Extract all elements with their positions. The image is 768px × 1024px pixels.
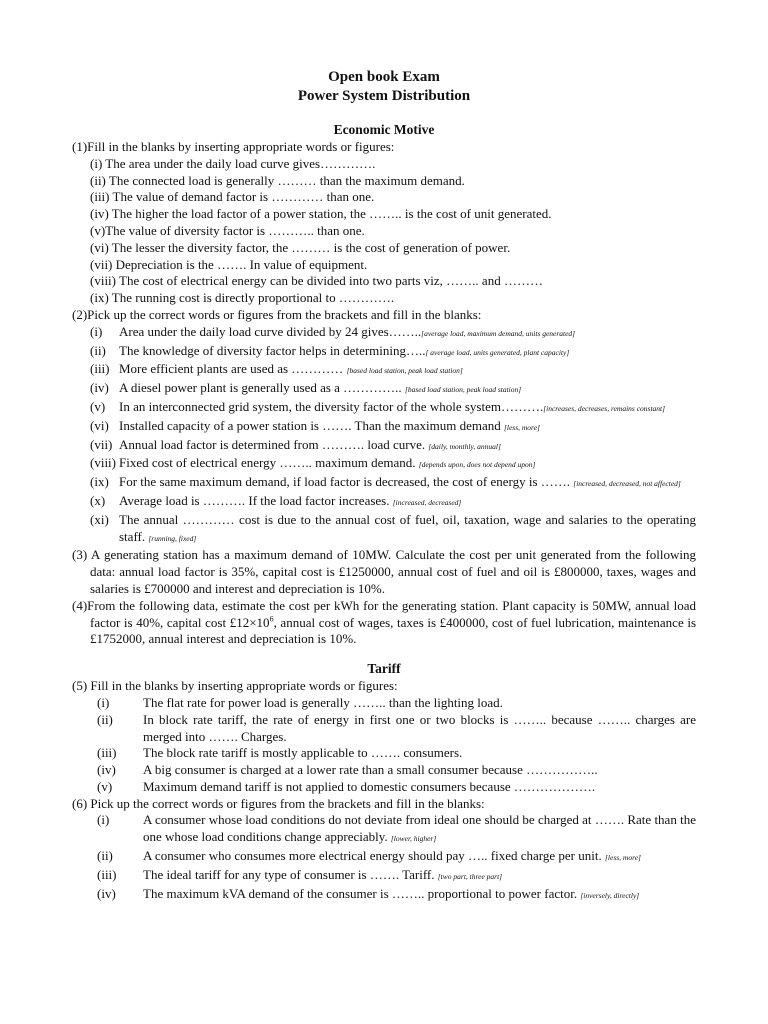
list-item: (i) The flat rate for power load is generally …….. than the lighting load. (97, 694, 503, 710)
list-item: (vii) Annual load factor is determined from ………. load curve. [daily, monthly, annual] (90, 436, 501, 452)
list-item: (vi) The lesser the diversity factor, the ……… is the cost of generation of power. (90, 239, 511, 255)
list-item: (ix) For the same maximum demand, if load factor is decreased, the cost of energy is ……. [increased, decreased, not affected] (90, 474, 681, 490)
answer-options: [increased, decreased] (392, 497, 462, 507)
answer-options: [increased, decreased, not affected] (573, 479, 681, 489)
answer-options: [less, more] (604, 853, 641, 863)
list-item: (iv) The higher the load factor of a power station, the …….. is the cost of unit generated. (90, 206, 552, 222)
list-item: (ii) The connected load is generally ……… than the maximum demand. (90, 172, 465, 188)
list-item: (ix) The running cost is directly proportional to …………. (90, 290, 395, 306)
list-item: (viii) The cost of electrical energy can be divided into two parts viz, …….. and ……… (90, 273, 543, 289)
list-item: (v) Maximum demand tariff is not applied to domestic consumers because ………………. (97, 778, 596, 794)
list-item: (xi) The annual ………… cost is due to the annual cost of fuel, oil, taxation, wage and salaries to the operating staff. [running, fixed] (90, 511, 696, 544)
list-item: (ii) The knowledge of diversity factor helps in determining…..[ average load, units generated, plant capacity] (90, 342, 570, 358)
question-5-items (72, 695, 696, 796)
list-item: (iv) The maximum kVA demand of the consumer is …….. proportional to power factor. [inversely, directly] (97, 885, 640, 901)
exam-page (72, 68, 696, 904)
question-1-items (72, 156, 696, 307)
list-item: (iii) The ideal tariff for any type of consumer is ……. Tariff. [two part, three part] (97, 866, 503, 882)
answer-options: [average load, maximum demand, units generated] (421, 328, 576, 338)
list-item: (x) Average load is ………. If the load factor increases. [increased, decreased] (90, 492, 462, 508)
list-item: (vii) Depreciation is the ……. In value of equipment. (90, 256, 368, 272)
section-title-economic-motive: Economic Motive (333, 122, 435, 137)
list-item: (i) Area under the daily load curve divided by 24 gives……..[average load, maximum demand, units generated] (90, 323, 576, 339)
list-item: (v) In an interconnected grid system, the diversity factor of the whole system……….[increases, decreases, remains constant] (90, 398, 666, 414)
question-5-prompt: (5) Fill in the blanks by inserting appropriate words or figures: (72, 678, 398, 694)
answer-options: [running, fixed] (148, 533, 197, 543)
list-item: (iii) More efficient plants are used as ………… [based load station, peak load station] (90, 361, 463, 377)
answer-options: [based load station, peak load station] (346, 366, 463, 376)
list-item: (iv) A big consumer is charged at a lower rate than a small consumer because …………….. (97, 762, 598, 778)
list-item: (iii) The value of demand factor is ………… than one. (90, 189, 375, 205)
exam-title: Open book Exam (328, 69, 440, 85)
answer-options: [less, more] (503, 422, 540, 432)
answer-options: [lower, higher] (390, 834, 437, 844)
list-item: (ii) A consumer who consumes more electrical energy should pay ….. fixed charge per unit. [less, more] (97, 848, 641, 864)
answer-options: [ average load, units generated, plant capacity] (425, 347, 570, 357)
question-1-prompt: (1)Fill in the blanks by inserting appropriate words or figures: (72, 139, 395, 154)
question-2-prompt: (2)Pick up the correct words or figures from the brackets and fill in the blanks: (72, 306, 482, 322)
list-item: (ii) In block rate tariff, the rate of energy in first one or two blocks is …….. because …….. charges are merged into ……. Charges. (97, 711, 696, 744)
question-4: (4)From the following data, estimate the cost per kWh for the generating station. Plant capacity is 50MW, annual load factor is 40%, capital cost $£12\times 10^6$, annual cost of wages, taxes is £400000, cost of fuel lubrication, maintenance is £1752000, annual interest and depreciation is 10%. (72, 597, 696, 647)
answer-options: [based load station, peak load station] (404, 385, 522, 395)
course-title: Power System Distribution (297, 88, 471, 104)
list-item: (iv) A diesel power plant is generally used as a ………….. [based load station, peak load station] (90, 380, 522, 396)
answer-options: [daily, monthly, annual] (428, 441, 501, 451)
question-6-prompt: (6) Pick up the correct words or figures from the brackets and fill in the blanks: (72, 795, 485, 811)
answer-options: [depends upon, does not depend upon] (418, 460, 536, 470)
section-title-tariff: Tariff (367, 661, 401, 677)
question-2-items (72, 324, 696, 548)
answer-options: [inversely, directly] (580, 890, 640, 900)
list-item: (v)The value of diversity factor is ……….. than one. (90, 222, 365, 238)
list-item: (i) The area under the daily load curve gives…………. (90, 155, 376, 171)
list-item: (iii) The block rate tariff is mostly applicable to ……. consumers. (97, 745, 463, 761)
answer-options: [increases, decreases, remains constant] (543, 403, 666, 413)
question-3: (3) A generating station has a maximum demand of 10MW. Calculate the cost per unit generated from the following data: annual load factor is 35%, capital cost is £1250000, annual cost of fuel and oil is £800000, taxes, wages and salaries is £700000 and interest and depreciation is 10%. (72, 547, 696, 596)
list-item: (vi) Installed capacity of a power station is ……. Than the maximum demand [less, more] (90, 417, 540, 433)
question-6-items (72, 812, 696, 904)
answer-options: [two part, three part] (437, 871, 503, 881)
list-item: (i) A consumer whose load conditions do not deviate from ideal one should be charged at ……. Rate than the one whose load conditions change appreciably. [lower, higher] (97, 812, 696, 845)
list-item: (viii) Fixed cost of electrical energy …….. maximum demand. [depends upon, does not depend upon] (90, 455, 536, 471)
